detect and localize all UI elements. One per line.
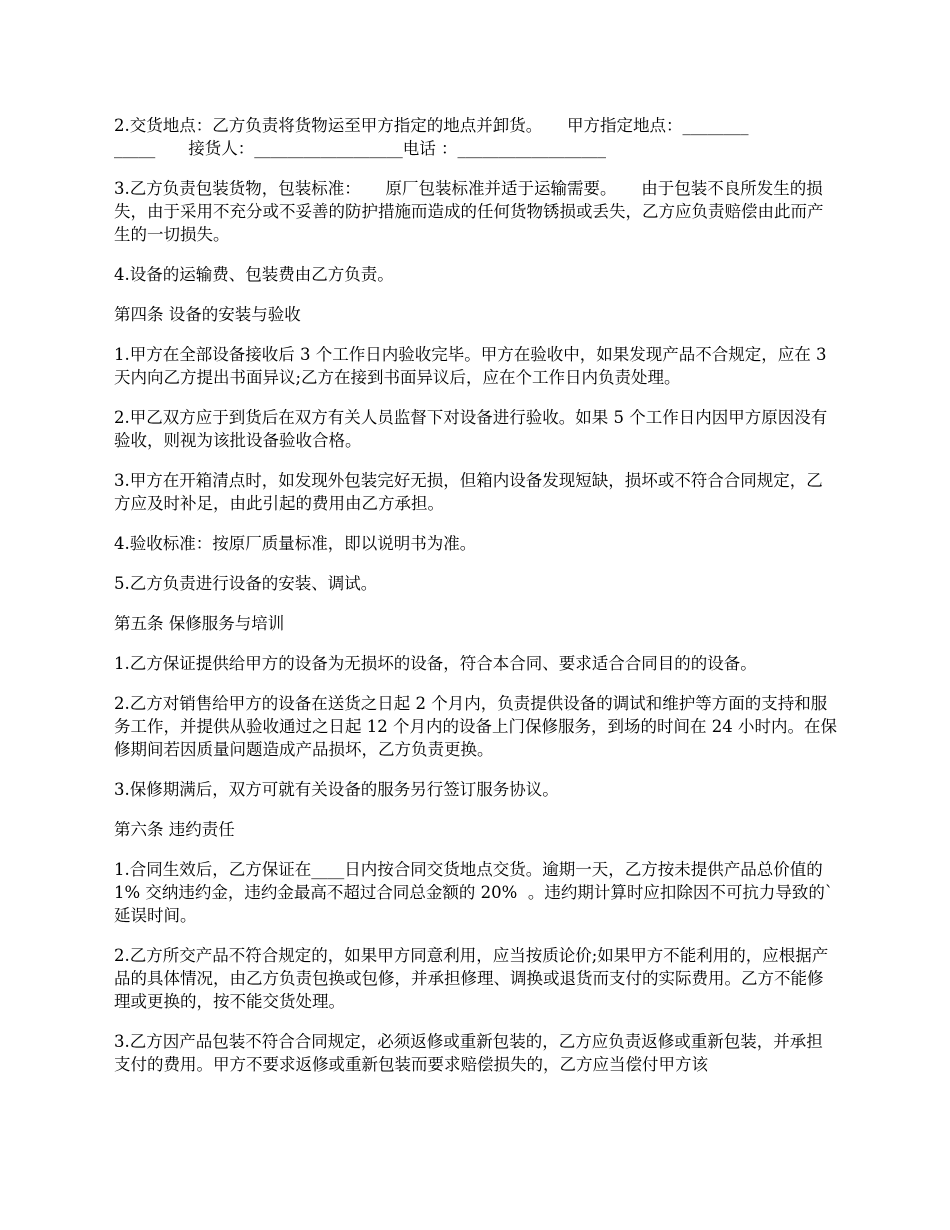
clause-5-3-after-warranty: 3.保修期满后，双方可就有关设备的服务另行签订服务协议。 (114, 780, 559, 799)
contract-page (114, 114, 838, 1093)
clause-5-1-guarantee: 1.乙方保证提供给甲方的设备为无损坏的设备，符合本合同、要求适合合同目的的设备。 (114, 654, 757, 673)
clause-4-5-installation: 5.乙方负责进行设备的安装、调试。 (114, 574, 378, 593)
clause-5-2-warranty-service: 2.乙方对销售给甲方的设备在送货之日起 2 个月内，负责提供设备的调试和维护等方面的支持和服务工作，并提供从验收通过之日起 12 个月内的设备上门保修服务，到场的时间在 24 小时内。在保修期间若因质量问题造成产品损坏，乙方负责更换。 (114, 694, 837, 759)
clause-6-2-nonconforming: 2.乙方所交产品不符合规定的，如果甲方同意利用，应当按质论价;如果甲方不能利用的，应根据产品的具体情况，由乙方负责包换或包修，并承担修理、调换或退货而支付的实际费用。乙方不能修理或更换的，按不能交货处理。 (114, 946, 829, 1011)
clause-3-4-transport-fee: 4.设备的运输费、包装费由乙方负责。 (114, 265, 394, 284)
clause-3-2-delivery-location: 2.交货地点：乙方负责将货物运至甲方指定的地点并卸货。 甲方指定地点：________ _____ 接货人：__________________电话 ：__________________ (114, 116, 749, 158)
article-4-heading: 第四条 设备的安装与验收 (114, 305, 301, 324)
clause-4-3-unpacking: 3.甲方在开箱清点时，如发现外包装完好无损，但箱内设备发现短缺，损坏或不符合合同规定，乙方应及时补足，由此引起的费用由乙方承担。 (114, 471, 823, 513)
clause-4-1-acceptance-period: 1.甲方在全部设备接收后 3 个工作日内验收完毕。甲方在验收中，如果发现产品不合规定，应在 3 天内向乙方提出书面异议;乙方在接到书面异议后，应在个工作日内负责处理。 (114, 345, 832, 387)
article-6-heading: 第六条 违约责任 (114, 820, 235, 839)
clause-6-1-late-delivery: 1.合同生效后，乙方保证在____日内按合同交货地点交货。逾期一天，乙方按未提供产品总价值的 1% 交纳违约金，违约金最高不超过合同总金额的 20% 。违约期计算时应扣除因不可抗力导致的`延误时间。 (114, 860, 834, 925)
clause-3-3-packaging: 3.乙方负责包装货物，包装标准： 原厂包装标准并适于运输需要。 由于包装不良所发生的损失，由于采用不充分或不妥善的防护措施而造成的任何货物锈损或丢失，乙方应负责赔偿由此而产生的一切损失。 (114, 179, 824, 244)
clause-4-4-acceptance-standard: 4.验收标准：按原厂质量标准，即以说明书为准。 (114, 534, 477, 553)
clause-4-2-joint-acceptance: 2.甲乙双方应于到货后在双方有关人员监督下对设备进行验收。如果 5 个工作日内因甲方原因没有验收，则视为该批设备验收合格。 (114, 408, 828, 450)
article-5-heading: 第五条 保修服务与培训 (114, 614, 285, 633)
clause-6-3-packaging-breach: 3.乙方因产品包装不符合合同规定，必须返修或重新包装的，乙方应负责返修或重新包装，并承担支付的费用。甲方不要求返修或重新包装而要求赔偿损失的，乙方应当偿付甲方该 (114, 1032, 823, 1074)
